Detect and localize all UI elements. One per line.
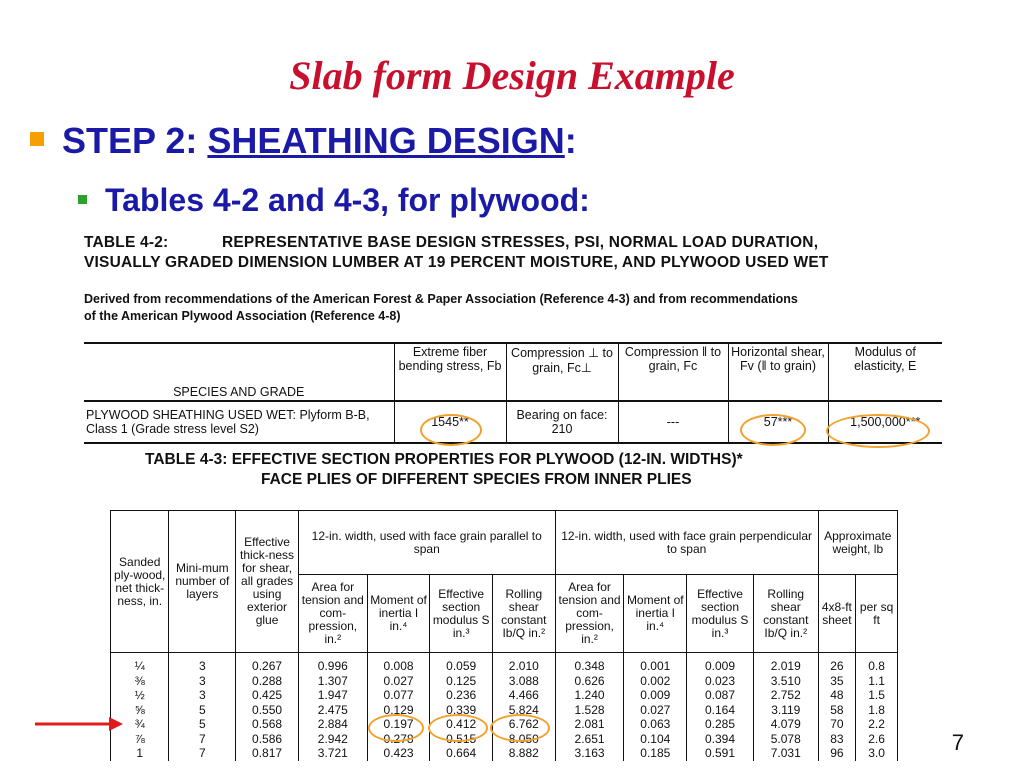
table43-title xyxy=(145,450,743,490)
table-cell: 0.001 xyxy=(624,653,687,674)
header-area: Area for tension and com-pression, in.² xyxy=(298,575,367,653)
highlight-oval-moment xyxy=(368,714,424,742)
table-cell: 83 xyxy=(818,732,856,747)
table-cell: ½ xyxy=(111,688,169,703)
table-cell: ¼ xyxy=(111,653,169,674)
row-pointer-arrow-icon xyxy=(35,714,125,734)
table-cell: 0.164 xyxy=(687,703,754,718)
table-cell: 0.586 xyxy=(236,732,299,747)
table-cell: 5 xyxy=(169,703,236,718)
header-area-perp: Area for tension and com-pression, in.² xyxy=(555,575,624,653)
table-cell: 3 xyxy=(169,688,236,703)
table-cell: 2.010 xyxy=(492,653,555,674)
derived-line2: of the American Plywood Association (Reference 4-8) xyxy=(84,309,401,323)
header-fb: Extreme fiber bending stress, Fb xyxy=(394,343,506,401)
header-rolling: Rolling shear constant Ib/Q in.² xyxy=(492,575,555,653)
table-cell: 96 xyxy=(818,746,856,761)
highlight-oval-fv xyxy=(740,414,806,446)
table-cell: 0.027 xyxy=(624,703,687,718)
header-eff-thick: Effective thick-ness for shear, all grades using exterior glue xyxy=(236,511,299,653)
table-cell: 0.236 xyxy=(430,688,493,703)
table-cell: 0.515 xyxy=(430,732,493,747)
table-cell: 0.348 xyxy=(555,653,624,674)
table-row xyxy=(111,653,898,674)
header-modulus: Effective section modulus S in.³ xyxy=(430,575,493,653)
table-cell: 2.942 xyxy=(298,732,367,747)
table-cell: 0.063 xyxy=(624,717,687,732)
table-cell: 0.087 xyxy=(687,688,754,703)
table-cell: 1.240 xyxy=(555,688,624,703)
highlight-oval-fb xyxy=(420,414,482,446)
table-cell: 0.8 xyxy=(856,653,898,674)
table-cell: ⅝ xyxy=(111,703,169,718)
table-cell: 2.884 xyxy=(298,717,367,732)
table-cell: 0.425 xyxy=(236,688,299,703)
table-cell: 0.550 xyxy=(236,703,299,718)
table-cell: 2.651 xyxy=(555,732,624,747)
table42-label: TABLE 4-2: xyxy=(84,234,169,251)
slide-title: Slab form Design Example xyxy=(289,53,735,98)
header-fv: Horizontal shear, Fv (‖ to grain) xyxy=(728,343,828,401)
table-cell: 0.591 xyxy=(687,746,754,761)
header-sqft: per sq ft xyxy=(856,575,898,653)
table-row xyxy=(111,746,898,761)
derived-line1: Derived from recommendations of the American Forest & Paper Association (Reference 4-3) and from recommendations xyxy=(84,292,798,306)
table-cell: ⅜ xyxy=(111,674,169,689)
header-weight-group: Approximate weight, lb xyxy=(818,511,897,575)
table-cell: 0.267 xyxy=(236,653,299,674)
table-cell: 7 xyxy=(169,746,236,761)
table42-title-line1: REPRESENTATIVE BASE DESIGN STRESSES, PSI, NORMAL LOAD DURATION, xyxy=(222,234,819,251)
highlight-oval-modulus xyxy=(428,714,488,742)
step-suffix: : xyxy=(564,120,577,161)
highlight-oval-e xyxy=(826,414,930,448)
table-cell: 1.1 xyxy=(856,674,898,689)
table-cell: 8.882 xyxy=(492,746,555,761)
table43-title-line2: FACE PLIES OF DIFFERENT SPECIES FROM INNER PLIES xyxy=(261,471,692,488)
table-cell: 3.0 xyxy=(856,746,898,761)
table-cell: 5 xyxy=(169,717,236,732)
table-cell: 1.528 xyxy=(555,703,624,718)
table-cell: 0.664 xyxy=(430,746,493,761)
table-cell: 2.2 xyxy=(856,717,898,732)
step-heading-link[interactable]: SHEATHING DESIGN xyxy=(207,120,565,161)
cell-fv: 57*** xyxy=(728,401,828,443)
header-moment-perp: Moment of inertia I in.⁴ xyxy=(624,575,687,653)
table-cell: 1.8 xyxy=(856,703,898,718)
table-cell: 58 xyxy=(818,703,856,718)
table-cell: 1.5 xyxy=(856,688,898,703)
table-cell: 0.996 xyxy=(298,653,367,674)
table-cell: 0.009 xyxy=(624,688,687,703)
table-cell: 5.078 xyxy=(753,732,818,747)
table-cell: 4.466 xyxy=(492,688,555,703)
table-cell: 70 xyxy=(818,717,856,732)
highlight-oval-rolling xyxy=(490,714,550,742)
table42-source-note xyxy=(84,291,944,325)
table-cell: 3.721 xyxy=(298,746,367,761)
bullet-square-icon xyxy=(78,195,87,204)
table-cell: 0.394 xyxy=(687,732,754,747)
header-sheet: 4x8-ft sheet xyxy=(818,575,856,653)
table-cell: 0.008 xyxy=(367,653,430,674)
table-cell: 6.762 xyxy=(492,717,555,732)
table-cell: 0.077 xyxy=(367,688,430,703)
bullet-square-icon xyxy=(30,132,44,146)
cell-fcperp: Bearing on face: 210 xyxy=(506,401,618,443)
header-rolling-perp: Rolling shear constant Ib/Q in.² xyxy=(753,575,818,653)
header-e: Modulus of elasticity, E xyxy=(828,343,942,401)
header-moment: Moment of inertia I in.⁴ xyxy=(367,575,430,653)
table-cell: 2.019 xyxy=(753,653,818,674)
step-bullet xyxy=(30,120,577,162)
table-row xyxy=(111,674,898,689)
header-parallel-group: 12-in. width, used with face grain parallel to span xyxy=(298,511,555,575)
header-fc: Compression ‖ to grain, Fc xyxy=(618,343,728,401)
table-cell: 2.752 xyxy=(753,688,818,703)
table-cell: 7 xyxy=(169,732,236,747)
table-cell: 3.088 xyxy=(492,674,555,689)
table-cell: 2.081 xyxy=(555,717,624,732)
header-species: SPECIES AND GRADE xyxy=(84,343,394,401)
cell-fc: --- xyxy=(618,401,728,443)
table-cell: 5.824 xyxy=(492,703,555,718)
table-cell: 0.027 xyxy=(367,674,430,689)
table-row xyxy=(111,688,898,703)
table-cell: 0.423 xyxy=(367,746,430,761)
table-cell: 3 xyxy=(169,674,236,689)
table-cell: 0.285 xyxy=(687,717,754,732)
table-cell: 0.009 xyxy=(687,653,754,674)
step-prefix: STEP 2: xyxy=(62,120,208,161)
table-cell: 0.002 xyxy=(624,674,687,689)
sub-bullet-text: Tables 4-2 and 4-3, for plywood: xyxy=(105,182,590,218)
cell-species: PLYWOOD SHEATHING USED WET: Plyform B-B, Class 1 (Grade stress level S2) xyxy=(84,401,394,443)
table-cell: ⅞ xyxy=(111,732,169,747)
table-cell: 0.104 xyxy=(624,732,687,747)
table-cell: 2.475 xyxy=(298,703,367,718)
table-cell: 0.197 xyxy=(367,717,430,732)
header-perp-group: 12-in. width, used with face grain perpendicular to span xyxy=(555,511,818,575)
table-cell: 3.510 xyxy=(753,674,818,689)
page-number: 7 xyxy=(951,730,964,755)
table-cell: 0.185 xyxy=(624,746,687,761)
table-row xyxy=(84,401,942,443)
header-modulus-perp: Effective section modulus S in.³ xyxy=(687,575,754,653)
table-cell: 0.059 xyxy=(430,653,493,674)
table-cell: 0.339 xyxy=(430,703,493,718)
table-cell: 3.119 xyxy=(753,703,818,718)
table-cell: 0.129 xyxy=(367,703,430,718)
table-cell: 0.412 xyxy=(430,717,493,732)
header-layers: Mini-mum number of layers xyxy=(169,511,236,653)
table-cell: 0.125 xyxy=(430,674,493,689)
table-cell: 0.568 xyxy=(236,717,299,732)
header-fcperp: Compression ⊥ to grain, Fc⊥ xyxy=(506,343,618,401)
table-row xyxy=(111,703,898,718)
table-cell: 7.031 xyxy=(753,746,818,761)
table-cell: 3.163 xyxy=(555,746,624,761)
cell-e: 1,500,000*** xyxy=(828,401,942,443)
table-cell: 4.079 xyxy=(753,717,818,732)
table-cell: 2.6 xyxy=(856,732,898,747)
table-cell: 35 xyxy=(818,674,856,689)
table-cell: 26 xyxy=(818,653,856,674)
table-cell: 0.626 xyxy=(555,674,624,689)
table-cell: 8.050 xyxy=(492,732,555,747)
table-cell: 0.023 xyxy=(687,674,754,689)
table42-title-line2: VISUALLY GRADED DIMENSION LUMBER AT 19 PERCENT MOISTURE, AND PLYWOOD USED WET xyxy=(84,254,829,271)
table-cell: 1.947 xyxy=(298,688,367,703)
table-cell: 3 xyxy=(169,653,236,674)
cell-fb: 1545** xyxy=(394,401,506,443)
table-4-2 xyxy=(84,342,942,444)
table-cell: 1.307 xyxy=(298,674,367,689)
sub-bullet xyxy=(78,182,590,219)
table-cell: 1 xyxy=(111,746,169,761)
table-cell: 0.278 xyxy=(367,732,430,747)
table-cell: ¾ xyxy=(111,717,169,732)
table-cell: 48 xyxy=(818,688,856,703)
table-cell: 0.288 xyxy=(236,674,299,689)
header-sanded: Sanded ply-wood, net thick-ness, in. xyxy=(111,511,169,653)
table-cell: 0.817 xyxy=(236,746,299,761)
table43-title-line1: TABLE 4-3: EFFECTIVE SECTION PROPERTIES FOR PLYWOOD (12-IN. WIDTHS)* xyxy=(145,451,743,468)
table42-title xyxy=(84,233,944,273)
